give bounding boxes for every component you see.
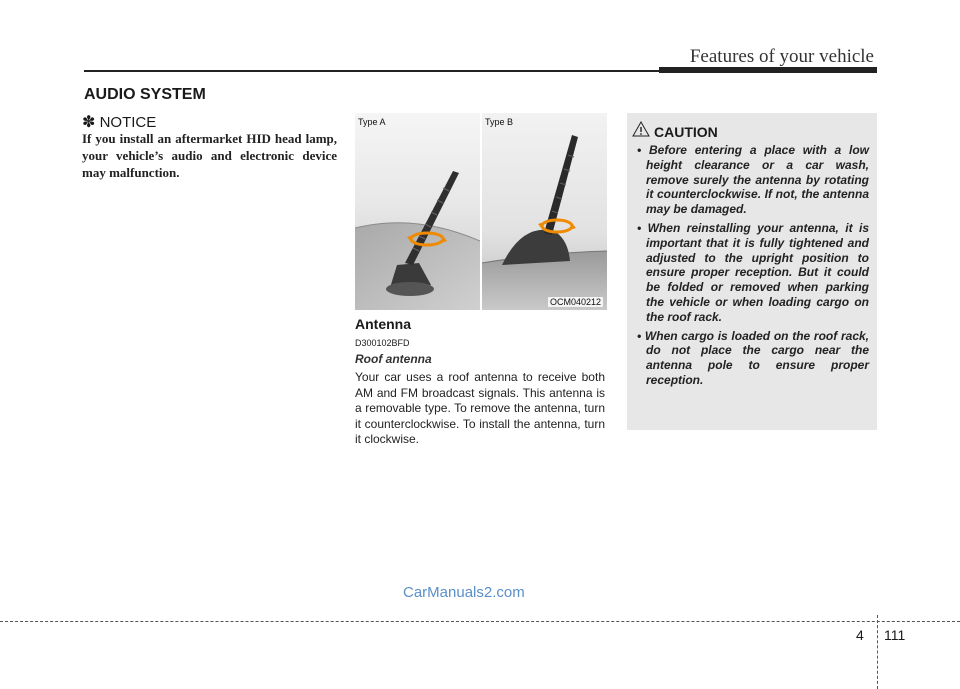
notice-heading xyxy=(82,112,156,132)
antenna-body-text: Your car uses a roof antenna to receive both AM and FM broadcast signals. This antenna is a removable type. To remove the antenna, turn it counterclockwise. To install the antenna, turn it clockwise. xyxy=(355,370,605,446)
figure-code: OCM040212 xyxy=(549,297,601,307)
antenna-subtitle: Roof antenna xyxy=(355,352,432,366)
caution-box xyxy=(627,113,877,430)
watermark-link[interactable]: CarManuals2.com xyxy=(403,584,525,601)
notice-text: If you install an aftermarket HID head lamp, your vehicle’s audio and electronic device may malfunction. xyxy=(82,131,337,180)
antenna-photo-type-a xyxy=(355,113,480,310)
caution-heading xyxy=(632,121,718,142)
section-title: AUDIO SYSTEM xyxy=(84,86,206,103)
antenna-title: Antenna xyxy=(355,316,411,332)
antenna-photo-type-b xyxy=(482,113,607,310)
caution-item: • When reinstalling your antenna, it is important that it is fully tightened and adjusted to the upright position to ensure proper reception. But it could be folded or removed when parking the vehicle or when loading cargo on the roof rack. xyxy=(637,220,869,324)
notice-star-icon: ✽ xyxy=(82,114,96,131)
caution-item: • Before entering a place with a low height clearance or a car wash, remove surely the antenna by rotating it counterclockwise. If not, the antenna may be damaged. xyxy=(637,143,869,217)
page-number: 111 xyxy=(884,627,906,643)
running-header-title: Features of your vehicle xyxy=(689,46,874,67)
photo-label-type-b: Type B xyxy=(485,117,514,127)
footer-divider xyxy=(877,615,878,689)
header-bar xyxy=(659,67,877,73)
caution-list xyxy=(633,143,869,392)
photo-label-type-a: Type A xyxy=(358,117,386,127)
caution-title: CAUTION xyxy=(654,123,718,140)
caution-item: • When cargo is loaded on the roof rack, do not place the cargo near the antenna pole to ensure proper reception. xyxy=(637,328,869,387)
notice-heading-label: NOTICE xyxy=(99,114,157,131)
footer-rule xyxy=(0,621,960,622)
page-section-number: 4 xyxy=(856,627,864,643)
warning-triangle-icon xyxy=(632,121,650,142)
header-rule xyxy=(84,70,659,72)
antenna-code: D300102BFD xyxy=(355,338,410,348)
